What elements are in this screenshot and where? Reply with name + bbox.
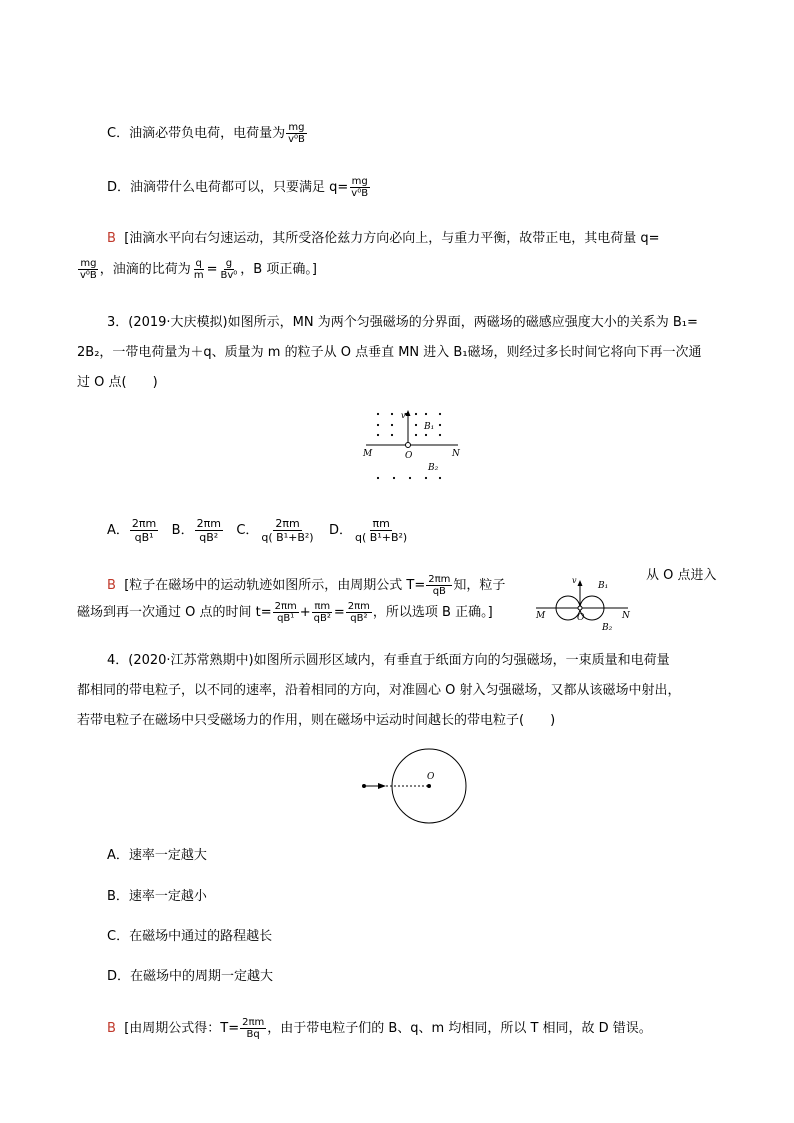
question-3-options: A． $\frac{2\pi m}{\text{qB¹}}$ B． $\frac{2\pi m}{\text{qB²}}$ C． $\frac{2\pi m}{\text{q( B¹+B²)}}$ D． $\frac{\pi m}{\text{q( B¹+B²)}}$ [107, 517, 408, 544]
label-v: v [572, 576, 577, 585]
question-4-option-b: B．速率一定越小 [107, 889, 207, 904]
fraction: $\frac{2\pi m}{\text{qB²}}$ [347, 601, 370, 624]
circular-field-diagram [358, 748, 470, 830]
arrow-head-icon [378, 783, 386, 789]
question-3-line-3: 过 O 点( ) [77, 375, 158, 390]
option-a-fraction: $\frac{2\pi m}{\text{qB¹}}$ [131, 517, 157, 544]
answer-letter: B [107, 578, 116, 593]
fraction: $\frac{\pi m}{\text{qB²}}$ [313, 601, 331, 624]
label-o: O [405, 451, 413, 461]
question-4-line-2: 都相同的带电粒子，以不同的速率，沿着相同的方向，对准圆心 O 射入匀强磁场，又都从该磁场中射出， [77, 683, 681, 698]
option-b-fraction: $\frac{2\pi m}{\text{qB²}}$ [196, 517, 221, 544]
particle-dot [362, 784, 366, 788]
trajectory-diagram [532, 570, 640, 634]
answer-3-line-1: B [粒子在磁场中的运动轨迹如图所示，由周期公式 T= $\frac{2\pi m}{qB}$ 知，粒子 [107, 574, 506, 597]
answer-4: B [由周期公式得：T= $\frac{2\pi m}{Bq}$ ，由于带电粒子们的 B、q、m 均相同，所以 T 相同，故 D 错误。 [107, 1017, 652, 1040]
label-n: N [622, 611, 630, 621]
fraction: $\frac{2\pi m}{Bq}$ [242, 1017, 265, 1040]
fraction: $\frac{mg}{\text{v⁰B}}$ [351, 176, 369, 199]
label-n: N [452, 449, 460, 459]
label-m: M [363, 449, 373, 459]
fraction: $\frac{2\pi m}{qB}$ [428, 574, 451, 597]
fraction: $\frac{mg}{\text{v⁰B}}$ [80, 258, 97, 281]
center-dot [427, 784, 431, 788]
label-b2: B₂ [428, 463, 439, 473]
small-arc-left [556, 596, 580, 608]
answer-3-line-2: 磁场到再一次通过 O 点的时间 t= $\frac{2\pi m}{\text{qB¹}}$ + $\frac{\pi m}{\text{qB²}}$ = $\frac{2\pi m}{\text{qB²}}$ ，所以选项 B 正确。] [77, 601, 493, 624]
label-m: M [536, 611, 546, 621]
option-c: C．油滴必带负电荷，电荷量为 $\frac{mg}{\text{v⁰B}}$ [107, 122, 305, 145]
arrow-head-icon [578, 580, 583, 586]
answer-letter: B [107, 1021, 116, 1036]
fraction: $\frac{mg}{\text{v⁰B}}$ [288, 122, 305, 145]
answer-3-side-text: 从 O 点进入 [646, 568, 717, 583]
option-c-fraction: $\frac{2\pi m}{\text{q( B¹+B²)}}$ [261, 517, 314, 544]
question-4-option-c: C．在磁场中通过的路程越长 [107, 929, 273, 944]
fraction: $\frac{q}{m}$ [193, 258, 204, 281]
small-arc-right [580, 596, 604, 608]
question-4-option-a: A．速率一定越大 [107, 848, 207, 863]
fraction: $\frac{g}{\text{Bv⁰}}$ [220, 258, 238, 281]
point-o [578, 606, 582, 610]
label-b2: B₂ [602, 623, 613, 633]
question-4-line-1: 4．(2020·江苏常熟期中)如图所示圆形区域内，有垂直于纸面方向的匀强磁场，一束质量和电荷量 [107, 653, 670, 668]
answer-letter: B [107, 231, 116, 246]
option-d: D．油滴带什么电荷都可以，只要满足 q= $\frac{mg}{\text{v⁰B}}$ [107, 176, 369, 199]
label-v: v [401, 411, 406, 420]
fraction: $\frac{2\pi m}{\text{qB¹}}$ [274, 601, 297, 624]
point-o [406, 443, 411, 448]
question-4-option-d: D．在磁场中的周期一定越大 [107, 969, 274, 984]
question-3-line-2: 2B₂，一带电荷量为＋q、质量为 m 的粒子从 O 点垂直 MN 进入 B₁磁场，则经过多长时间它将向下再一次通 [77, 345, 702, 360]
question-3-line-1: 3．(2019·大庆模拟)如图所示，MN 为两个匀强磁场的分界面，两磁场的磁感应强度大小的关系为 B₁= [107, 315, 698, 330]
label-b1: B₁ [598, 581, 609, 591]
answer-2-line-2: $\frac{mg}{\text{v⁰B}}$ ，油滴的比荷为 $\frac{q}{m}$ = $\frac{g}{\text{Bv⁰}}$ ，B 项正确。] [80, 258, 317, 281]
option-d-fraction: $\frac{\pi m}{\text{q( B¹+B²)}}$ [355, 517, 408, 544]
magnetic-field-boundary-diagram [360, 408, 470, 484]
question-4-line-3: 若带电粒子在磁场中只受磁场力的作用，则在磁场中运动时间越长的带电粒子( ) [77, 713, 556, 728]
answer-2-line-1: B [油滴水平向右匀速运动，其所受洛伦兹力方向必向上，与重力平衡，故带正电，其电荷量 q= [107, 231, 660, 246]
label-o: O [427, 772, 435, 782]
label-b1: B₁ [424, 422, 435, 432]
label-o: O [577, 613, 585, 623]
